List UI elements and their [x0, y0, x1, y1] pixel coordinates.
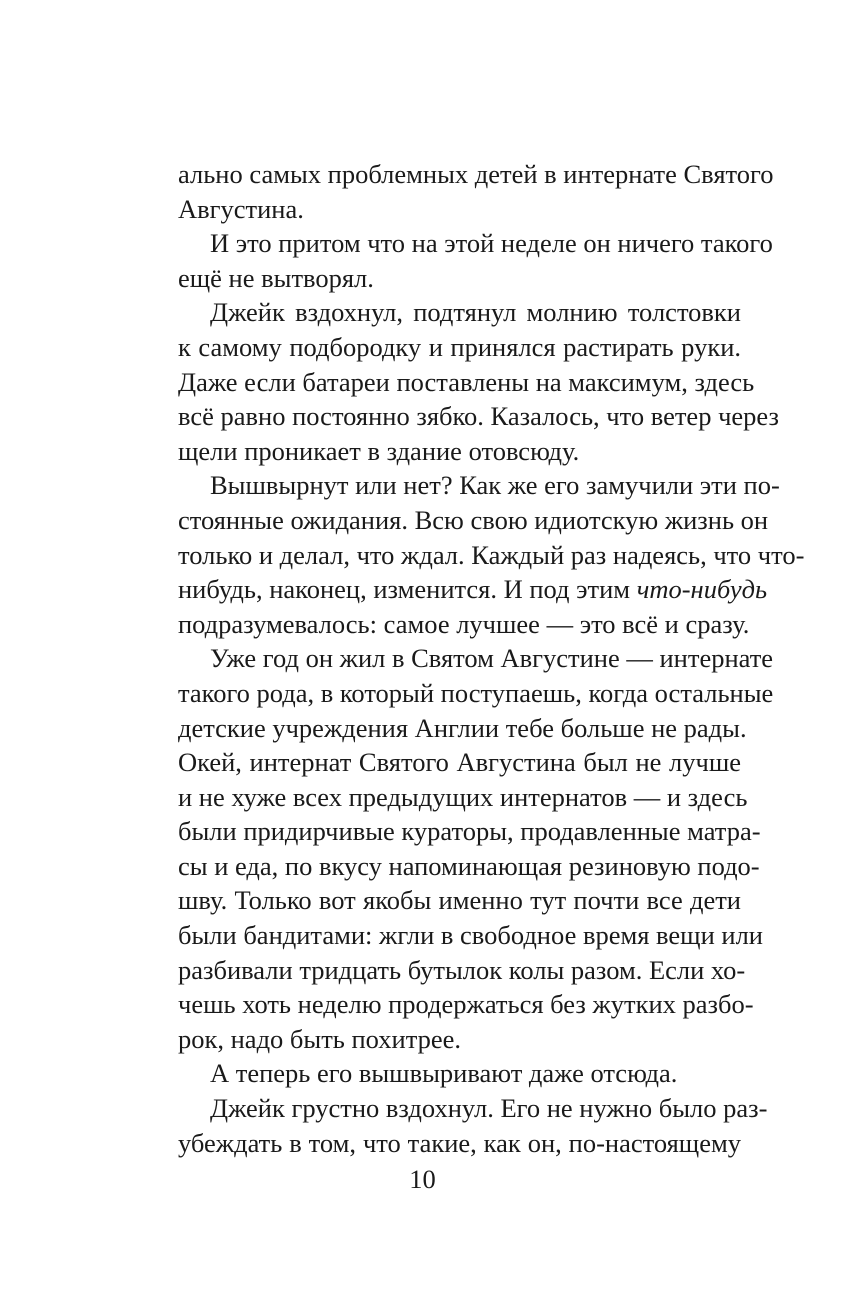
text-line: шву. Только вот якобы именно тут почти все дети: [178, 885, 741, 916]
text-line: Уже год он жил в Святом Августине — интернате: [210, 643, 774, 674]
line-text: нибудь, наконец, изменится. И под этим: [178, 574, 637, 605]
text-line: щели проникает в здание отовсюду.: [178, 435, 580, 466]
text-line: Даже если батареи поставлены на максимум, здесь: [178, 366, 755, 397]
text-line: Джейк грустно вздохнул. Его не нужно было раз-: [210, 1093, 768, 1124]
text-line: всё равно постоянно зябко. Казалось, что ветер через: [178, 401, 779, 432]
text-line: ально самых проблемных детей в интернате Святого: [178, 159, 774, 189]
page-number: 10: [409, 1164, 436, 1194]
text-line: ещё не вытворял.: [178, 262, 374, 293]
text-line: подразумевалось: самое лучшее — это всё и сразу.: [178, 608, 750, 639]
text-line: сы и еда, по вкусу напоминающая резиновую подо-: [178, 850, 760, 881]
text-line: стоянные ожидания. Всю свою идиотскую жизнь он: [178, 504, 769, 535]
text-line: были придирчивые кураторы, продавленные матра-: [178, 816, 761, 847]
text-line: чешь хоть неделю продержаться без жутких разбо-: [178, 989, 754, 1020]
text-line: рок, надо быть похитрее.: [178, 1023, 462, 1054]
text-line: к самому подбородку и принялся растирать руки.: [178, 331, 741, 362]
text-line: были бандитами: жгли в свободное время вещи или: [178, 920, 763, 951]
text-line: [178, 572, 768, 607]
text-line: детские учреждения Англии тебе больше не рады.: [178, 712, 747, 743]
text-line: Вышвырнут или нет? Как же его замучили эти по-: [210, 470, 780, 501]
page-body-text: [178, 157, 805, 1160]
text-line: И это притом что на этой неделе он ничего такого: [210, 228, 773, 259]
text-line: разбивали тридцать бутылок колы разом. Если хо-: [178, 954, 746, 985]
text-line: Джейк вздохнул, подтянул молнию толстовки: [210, 297, 741, 328]
text-line: А теперь его вышвыривают даже отсюда.: [210, 1058, 678, 1089]
italic-emphasis: что-нибудь: [636, 574, 768, 605]
text-line: такого рода, в который поступаешь, когда остальные: [178, 677, 774, 708]
text-line: убеждать в том, что такие, как он, по-настоящему: [178, 1127, 741, 1158]
text-line: Окей, интернат Святого Августина был не лучше: [178, 747, 741, 778]
text-line: Августина.: [178, 193, 304, 224]
text-line: только и делал, что ждал. Каждый раз надеясь, что что-: [178, 539, 805, 570]
text-line: и не хуже всех предыдущих интернатов — и здесь: [178, 781, 748, 812]
